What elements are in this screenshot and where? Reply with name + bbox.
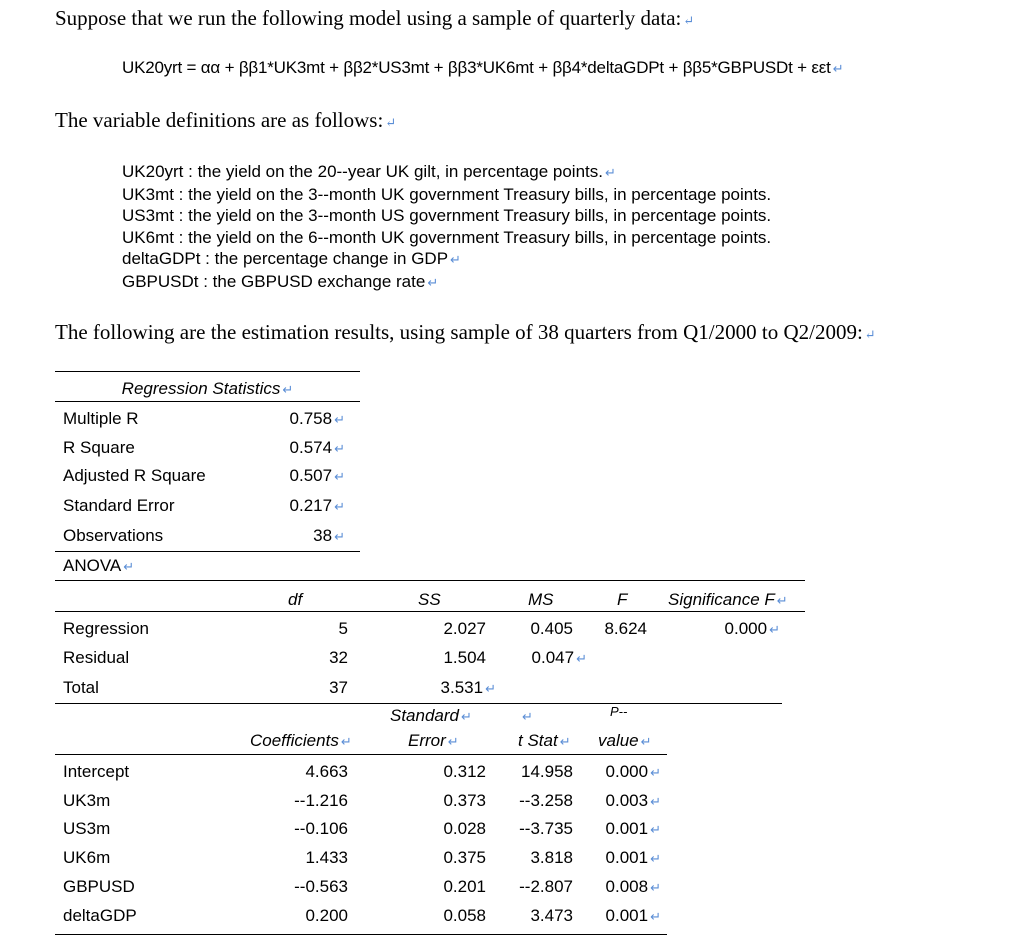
coef-row-label: UK6m (63, 848, 111, 867)
anova-header-df: df (288, 590, 303, 609)
anova-ss: 2.027 (443, 619, 486, 638)
stat-label: Observations (63, 526, 164, 545)
definition-item: UK6mt : the yield on the 6--month UK government Treasury bills, in percentage points. (122, 227, 772, 247)
return-mark-icon: ↵ (522, 709, 533, 724)
coef-t: --3.258 (519, 791, 573, 810)
definitions-intro-text: The variable definitions are as follows: (55, 108, 384, 132)
coef-header-t-top (520, 706, 533, 726)
coef-p: 0.001 ↵ (605, 819, 661, 838)
anova-df: 5 (338, 619, 348, 638)
coef-row-label: GBPUSD (63, 877, 135, 896)
return-mark-icon: ↵ (769, 622, 780, 637)
return-mark-icon: ↵ (864, 327, 876, 342)
return-mark-icon: ↵ (123, 559, 135, 574)
coef-se: 0.312 (443, 762, 486, 781)
anova-df: 32 (329, 648, 348, 667)
coef-se: 0.058 (443, 906, 486, 925)
table-rule (55, 551, 360, 552)
coef-value: 1.433 (305, 848, 348, 867)
definition-item: deltaGDPt : the percentage change in GDP ↵ (122, 249, 461, 269)
anova-title: ANOVA ↵ (63, 556, 135, 575)
coef-t: 3.473 (530, 906, 573, 925)
coef-p: 0.001 ↵ (605, 848, 661, 867)
stat-label: Standard Error (63, 496, 175, 515)
table-rule (55, 371, 360, 372)
stat-value: 0.758 ↵ (289, 409, 345, 428)
return-mark-icon: ↵ (776, 593, 788, 608)
return-mark-icon: ↵ (385, 115, 397, 130)
stat-value: 0.507 ↵ (289, 466, 345, 485)
anova-f: 8.624 (604, 619, 647, 638)
stat-value: 0.574 ↵ (289, 438, 345, 457)
coef-value: --1.216 (294, 791, 348, 810)
coef-value: 0.200 (305, 906, 348, 925)
return-mark-icon: ↵ (461, 709, 472, 724)
coef-value: 4.663 (305, 762, 348, 781)
anova-ss: 3.531 ↵ (440, 678, 496, 697)
anova-header-significance: Significance F ↵ (668, 590, 788, 609)
anova-ms: 0.405 (530, 619, 573, 638)
coef-header-p-bottom: value ↵ (598, 731, 652, 750)
anova-header-ss: SS (418, 590, 441, 609)
table-rule (55, 611, 805, 612)
definition-item: GBPUSDt : the GBPUSD exchange rate ↵ (122, 271, 439, 291)
coef-p: 0.003 ↵ (605, 791, 661, 810)
return-mark-icon: ↵ (559, 734, 571, 749)
coef-t: --2.807 (519, 877, 573, 896)
definition-item: UK20yrt : the yield on the 20--year UK gilt, in percentage points. ↵ (122, 162, 616, 181)
anova-significance: 0.000 ↵ (724, 619, 780, 638)
anova-header-f: F (617, 590, 628, 609)
coef-value: --0.563 (294, 877, 348, 896)
stat-label: Adjusted R Square (63, 466, 206, 485)
return-mark-icon: ↵ (447, 734, 459, 749)
table-rule (55, 401, 360, 402)
anova-row-label: Regression (63, 619, 149, 638)
return-mark-icon: ↵ (650, 909, 661, 924)
coef-row-label: UK3m (63, 791, 111, 810)
return-mark-icon: ↵ (832, 61, 844, 76)
definition-item: UK3mt : the yield on the 3--month UK government Treasury bills, in percentage points. (122, 184, 772, 204)
return-mark-icon: ↵ (640, 734, 652, 749)
table-rule (55, 580, 805, 581)
stat-value: 38 ↵ (313, 526, 345, 545)
return-mark-icon: ↵ (334, 441, 345, 456)
coef-row-label: US3m (63, 819, 111, 838)
anova-ss: 1.504 (443, 648, 486, 667)
stat-value: 0.217 ↵ (289, 496, 345, 515)
coef-row-label: deltaGDP (63, 906, 137, 925)
coef-t: 14.958 (521, 762, 573, 781)
return-mark-icon: ↵ (450, 252, 461, 268)
coef-t: --3.735 (519, 819, 573, 838)
return-mark-icon: ↵ (334, 469, 345, 484)
definition-item: US3mt : the yield on the 3--month US government Treasury bills, in percentage points. (122, 206, 772, 226)
coef-header-se-bottom: Error ↵ (408, 731, 459, 750)
coef-header-p-top: P-- (610, 704, 628, 719)
table-rule (55, 934, 667, 935)
anova-ms: 0.047 ↵ (531, 648, 587, 667)
coef-row-label: Intercept (63, 762, 130, 781)
coef-t: 3.818 (530, 848, 573, 867)
coef-p: 0.008 ↵ (605, 877, 661, 896)
stat-label: R Square (63, 438, 135, 457)
anova-row-label: Residual (63, 648, 130, 667)
return-mark-icon: ↵ (334, 412, 345, 427)
coef-se: 0.373 (443, 791, 486, 810)
intro-text: Suppose that we run the following model using a sample of quarterly data: (55, 6, 682, 30)
coef-p: 0.000 ↵ (605, 762, 661, 781)
return-mark-icon: ↵ (334, 529, 345, 544)
return-mark-icon: ↵ (485, 681, 496, 696)
table-rule (55, 703, 782, 704)
anova-row-label: Total (63, 678, 99, 697)
regression-statistics-title: Regression Statistics ↵ (121, 379, 294, 398)
coef-se: 0.201 (443, 877, 486, 896)
stat-label: Multiple R (63, 409, 139, 428)
return-mark-icon: ↵ (427, 274, 439, 290)
return-mark-icon: ↵ (650, 765, 661, 780)
results-intro-text: The following are the estimation results, using sample of 38 quarters from Q1/2000 to Q2/2009: (55, 320, 863, 344)
return-mark-icon: ↵ (604, 165, 616, 180)
coef-header-t: t Stat ↵ (518, 731, 571, 750)
anova-header-ms: MS (528, 590, 554, 609)
return-mark-icon: ↵ (650, 880, 661, 895)
coef-value: --0.106 (294, 819, 348, 838)
return-mark-icon: ↵ (334, 499, 345, 514)
return-mark-icon: ↵ (282, 382, 294, 397)
return-mark-icon: ↵ (650, 851, 661, 866)
anova-df: 37 (329, 678, 348, 697)
table-rule (55, 754, 667, 755)
return-mark-icon: ↵ (340, 734, 352, 749)
coef-se: 0.375 (443, 848, 486, 867)
return-mark-icon: ↵ (650, 794, 661, 809)
model-text: UK20yrt = αα + ββ1*UK3mt + ββ2*US3mt + ββ3*UK6mt + ββ4*deltaGDPt + ββ5*GBPUSDt + εεt (122, 58, 831, 77)
coef-p: 0.001 ↵ (605, 906, 661, 925)
coef-header-coefficients: Coefficients ↵ (250, 731, 352, 750)
return-mark-icon: ↵ (576, 651, 587, 666)
return-mark-icon: ↵ (683, 13, 695, 28)
coef-se: 0.028 (443, 819, 486, 838)
return-mark-icon: ↵ (650, 822, 661, 837)
coef-header-se-top: Standard ↵ (390, 706, 472, 725)
